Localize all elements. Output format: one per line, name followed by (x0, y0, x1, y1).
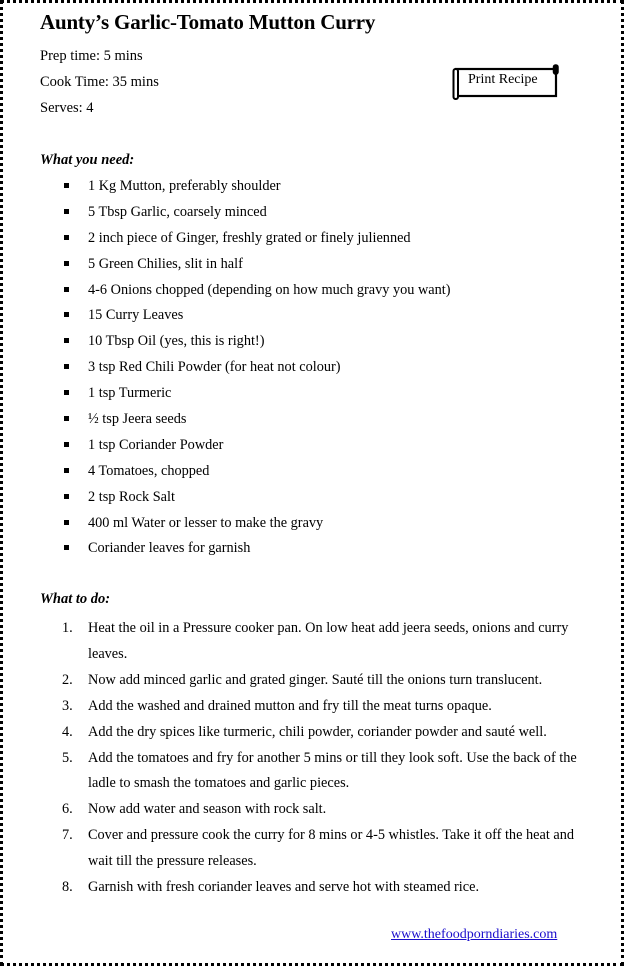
method-step (0, 694, 624, 720)
bullet-icon (64, 209, 69, 214)
ingredient-text: ½ tsp Jeera seeds (88, 411, 187, 428)
step-number: 2. (62, 671, 73, 688)
bullet-icon (64, 183, 69, 188)
bullet-icon (64, 468, 69, 473)
bullet-icon (64, 312, 69, 317)
bullet-icon (64, 520, 69, 525)
method-heading: What to do: (40, 591, 111, 607)
website-link[interactable]: www.thefoodporndiaries.com (391, 927, 558, 942)
step-text: Add the washed and drained mutton and fry till the meat turns opaque. (88, 697, 492, 714)
ingredient-text: Coriander leaves for garnish (88, 540, 251, 557)
ingredient-text: 2 inch piece of Ginger, freshly grated or finely julienned (88, 229, 411, 246)
step-number: 8. (62, 879, 73, 896)
step-text: Cover and pressure cook the curry for 8 mins or 4-5 whistles. Take it off the heat and wait till the pressure releases. (88, 827, 575, 870)
bullet-icon (64, 494, 69, 499)
ingredient-text: 1 tsp Turmeric (88, 385, 172, 402)
step-text: Garnish with fresh coriander leaves and serve hot with steamed rice. (88, 879, 480, 896)
bullet-icon (64, 390, 69, 395)
ingredient-text: 5 Green Chilies, slit in half (88, 255, 243, 272)
ingredient-text: 1 tsp Coriander Powder (88, 436, 224, 453)
step-number: 4. (62, 723, 73, 740)
bullet-icon (64, 338, 69, 343)
bullet-icon (64, 261, 69, 266)
ingredient-text: 2 tsp Rock Salt (88, 488, 175, 505)
bullet-icon (64, 364, 69, 369)
bullet-icon (64, 235, 69, 240)
ingredient-text: 3 tsp Red Chili Powder (for heat not colour) (88, 359, 341, 376)
method-step (0, 616, 624, 668)
bullet-icon (64, 287, 69, 292)
method-step (0, 720, 624, 746)
method-steps (0, 616, 624, 901)
step-number: 5. (62, 749, 73, 766)
ingredient-text: 1 Kg Mutton, preferably shoulder (88, 178, 281, 194)
step-number: 1. (62, 620, 73, 636)
serves: Serves: 4 (40, 100, 94, 116)
print-recipe-label: Print Recipe (468, 72, 538, 87)
step-text: Now add minced garlic and grated ginger. Sauté till the onions turn translucent. (88, 671, 543, 688)
print-recipe-button[interactable] (452, 64, 558, 98)
bullet-icon (64, 545, 69, 550)
ingredient-text: 400 ml Water or lesser to make the gravy (88, 514, 324, 531)
recipe-title: Aunty’s Garlic-Tomato Mutton Curry (40, 10, 376, 34)
bullet-icon (64, 442, 69, 447)
step-text: Heat the oil in a Pressure cooker pan. On low heat add jeera seeds, onions and curry leaves. (88, 620, 569, 662)
step-number: 7. (62, 827, 73, 844)
ingredient-text: 10 Tbsp Oil (yes, this is right!) (88, 333, 265, 350)
ingredient-text: 5 Tbsp Garlic, coarsely minced (88, 203, 267, 220)
step-text: Add the dry spices like turmeric, chili powder, coriander powder and sauté well. (88, 723, 547, 740)
step-number: 6. (62, 801, 73, 818)
ingredient-text: 4 Tomatoes, chopped (88, 462, 210, 479)
ingredients-heading: What you need: (40, 152, 135, 168)
cook-time: Cook Time: 35 mins (40, 74, 159, 90)
step-text: Now add water and season with rock salt. (88, 801, 327, 818)
ingredient-text: 4-6 Onions chopped (depending on how much gravy you want) (88, 281, 451, 298)
method-step (0, 823, 624, 875)
method-step (0, 875, 624, 901)
method-step (0, 797, 624, 823)
method-step (0, 746, 624, 798)
bullet-icon (64, 416, 69, 421)
prep-time: Prep time: 5 mins (40, 48, 143, 64)
method-step (0, 668, 624, 694)
step-text: Add the tomatoes and fry for another 5 mins or till they look soft. Use the back of the ladle to smash the tomatoes and garlic pieces. (88, 749, 577, 792)
ingredient-text: 15 Curry Leaves (88, 307, 184, 324)
step-number: 3. (62, 697, 73, 714)
